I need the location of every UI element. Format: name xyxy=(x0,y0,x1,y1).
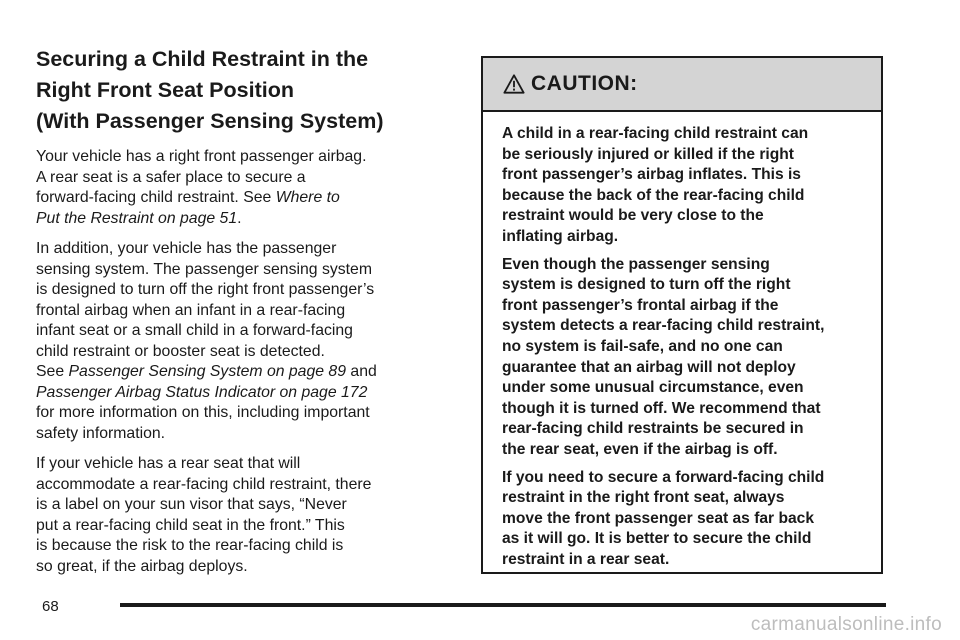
text-line: In addition, your vehicle has the passenger xyxy=(36,240,337,257)
cross-reference-link[interactable]: Where to xyxy=(275,189,340,206)
text-line: If your vehicle has a rear seat that will xyxy=(36,455,301,472)
text-line: put a rear-facing child seat in the front.” This xyxy=(36,516,345,534)
text-line: guarantee that an airbag will not deploy xyxy=(502,358,796,376)
text-line: sensing system. The passenger sensing system xyxy=(36,260,372,278)
text-fragment: See xyxy=(36,363,69,380)
caution-title: CAUTION: xyxy=(531,72,638,95)
caution-box xyxy=(481,56,883,574)
text-line: because the back of the rear-facing child xyxy=(502,186,805,204)
text-line: system is designed to turn off the right xyxy=(502,276,791,294)
text-line: Even though the passenger sensing xyxy=(502,255,770,273)
text-line: no system is fail-safe, and no one can xyxy=(502,337,783,355)
text-line: infant seat or a small child in a forward-facing xyxy=(36,322,353,339)
text-line: for more information on this, including important xyxy=(36,404,370,421)
text-line: is a label on your sun visor that says, “Never xyxy=(36,496,347,513)
text-line: system detects a rear-facing child restraint, xyxy=(502,317,825,335)
text-line: the rear seat, even if the airbag is off. xyxy=(502,440,778,458)
paragraph-intro xyxy=(36,147,446,229)
text-line: safety information. xyxy=(36,424,166,442)
text-line: front passenger’s airbag inflates. This is xyxy=(502,166,801,184)
caution-header xyxy=(483,58,881,112)
text-line: A child in a rear-facing child restraint can xyxy=(502,125,809,142)
cross-reference-link[interactable]: Passenger Sensing System on page 89 xyxy=(68,363,347,380)
caution-body xyxy=(483,112,881,570)
text-line: A rear seat is a safer place to secure a xyxy=(36,168,306,186)
text-line: If you need to secure a forward-facing child xyxy=(502,468,825,486)
text-fragment: and xyxy=(346,363,377,380)
cross-reference-link[interactable]: Put the Restraint on page 51 xyxy=(36,209,238,227)
text-line: restraint would be very close to the xyxy=(502,207,764,225)
text-line xyxy=(36,362,446,383)
text-line: Your vehicle has a right front passenger airbag. xyxy=(36,148,367,165)
watermark: carmanualsonline.info xyxy=(750,614,942,635)
text-line: restraint in the right front seat, always xyxy=(502,489,785,507)
text-line: under some unusual circumstance, even xyxy=(502,379,804,397)
text-line: be seriously injured or killed if the right xyxy=(502,145,795,163)
text-line: rear-facing child restraints be secured in xyxy=(502,420,804,438)
footer-rule xyxy=(120,603,886,607)
section-heading xyxy=(36,44,446,137)
text-line: though it is turned off. We recommend that xyxy=(502,399,821,417)
text-line: is because the risk to the rear-facing child is xyxy=(36,537,344,554)
text-line: inflating airbag. xyxy=(502,227,619,245)
text-line: move the front passenger seat as far back xyxy=(502,509,814,527)
text-line: restraint in a rear seat. xyxy=(502,550,670,568)
paragraph-sun-visor-label xyxy=(36,454,446,577)
text-line xyxy=(36,209,446,230)
text-line: accommodate a rear-facing child restraint, there xyxy=(36,475,372,493)
text-line: front passenger’s frontal airbag if the xyxy=(502,296,779,314)
warning-triangle-icon xyxy=(503,73,525,95)
text-line: as it will go. It is better to secure the child xyxy=(502,530,812,548)
text-line: child restraint or booster seat is detected. xyxy=(36,342,325,360)
heading-line: (With Passenger Sensing System) xyxy=(36,109,384,133)
text-line xyxy=(36,383,446,404)
caution-paragraph xyxy=(502,468,865,571)
cross-reference-link[interactable]: Passenger Airbag Status Indicator on page 172 xyxy=(36,383,368,401)
text-line: frontal airbag when an infant in a rear-facing xyxy=(36,301,346,319)
text-fragment: . xyxy=(237,209,242,227)
page-number: 68 xyxy=(42,598,59,615)
text-line: so great, if the airbag deploys. xyxy=(36,557,248,575)
caution-paragraph xyxy=(502,124,865,248)
heading-line: Securing a Child Restraint in the xyxy=(36,47,369,71)
left-column xyxy=(36,44,446,587)
paragraph-sensing-system xyxy=(36,239,446,444)
text-line xyxy=(36,188,446,209)
text-fragment: forward-facing child restraint. See xyxy=(36,189,276,206)
caution-paragraph xyxy=(502,255,865,461)
heading-line: Right Front Seat Position xyxy=(36,78,294,102)
text-line: is designed to turn off the right front passenger’s xyxy=(36,281,375,298)
